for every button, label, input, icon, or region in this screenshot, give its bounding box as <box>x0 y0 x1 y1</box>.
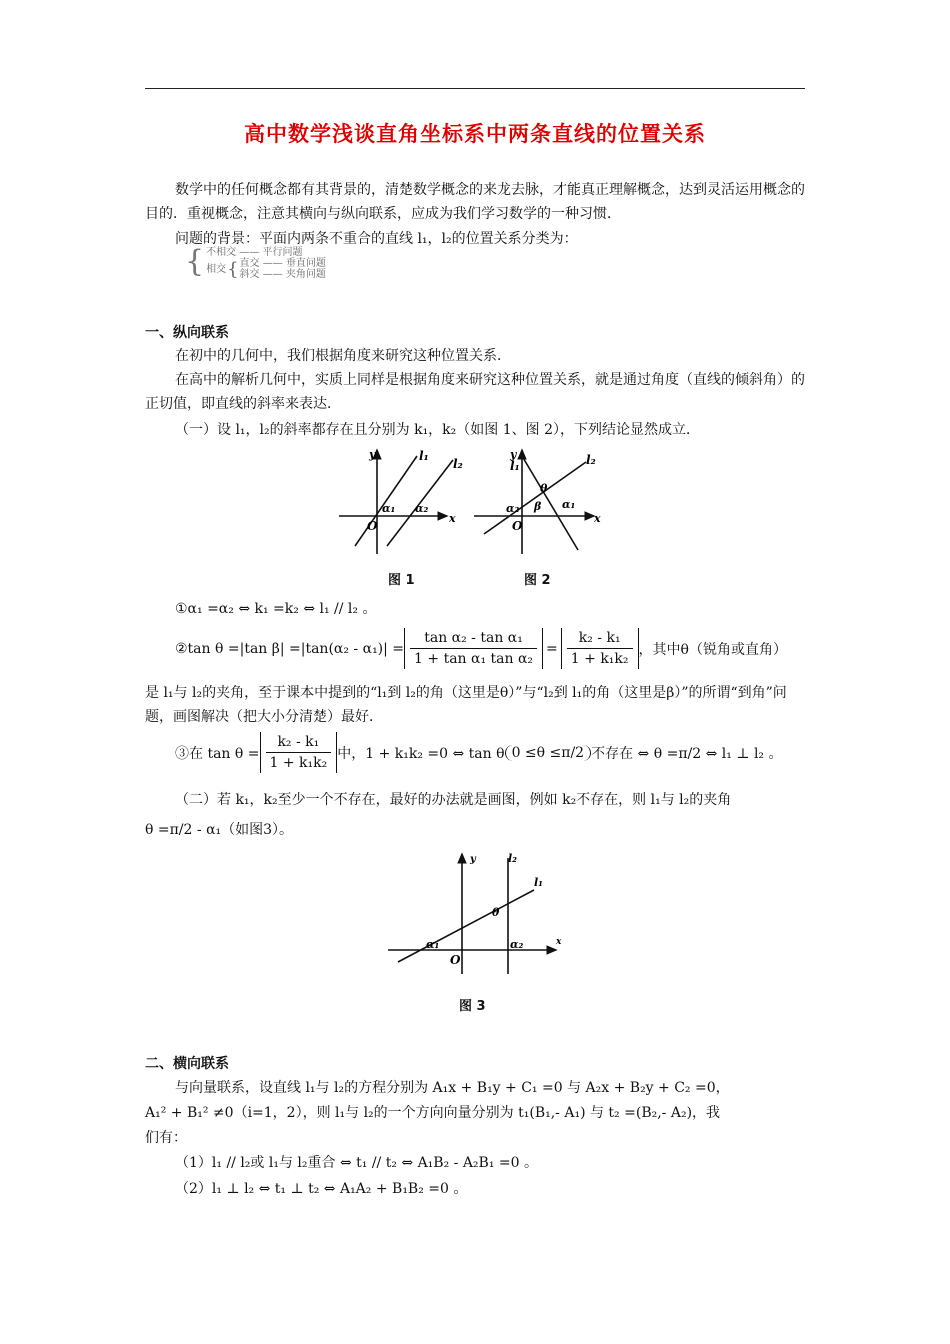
fig3-y-label: y <box>470 854 476 865</box>
fraction-3-numerator: k₂ - k₁ <box>266 732 332 753</box>
figure-2 <box>470 446 605 561</box>
intro-paragraph: 数学中的任何概念都有其背景的，清楚数学概念的来龙去脉，才能真正理解概念，达到灵活运用概念的目的．重视概念，注意其横向与纵向联系，应成为我们学习数学的一种习惯． <box>145 182 805 222</box>
classify-non-intersect: 不相交 —— 平行问题 <box>206 247 303 258</box>
fig3-alpha2-label: α₂ <box>510 938 524 951</box>
conclusion-2-continuation: 是 l₁与 l₂的夹角，至于课本中提到的“l₁到 l₂的角（这里是θ）”与“l₂到 l₁的角（这里是β）”的所谓“到角”问题，画图解决（把大小分清楚）最好． <box>145 685 787 725</box>
section2-p3: 们有： <box>145 1130 187 1146</box>
fig3-alpha1-label: α₁ <box>426 938 440 951</box>
fig3-x-label: x <box>556 937 562 947</box>
section2-p2: A₁² + B₁² ≠0（i=1，2），则 l₁与 l₂的一个方向向量分别为 t₁(B₁,- A₁) 与 t₂ =(B₂,- A₂)，我 <box>145 1105 721 1121</box>
abs-fraction-1 <box>404 628 543 669</box>
line-l1 <box>398 890 534 962</box>
conclusion-3-middle: 中，1 + k₁k₂ =0 ⇔ tan θ <box>337 745 505 762</box>
page-title: 高中数学浅谈直角坐标系中两条直线的位置关系 <box>244 122 706 146</box>
fig1-alpha2-label: α₂ <box>415 502 429 515</box>
figure-3-caption: 图 3 <box>459 999 486 1014</box>
fig2-alpha1-label: α₁ <box>562 498 576 511</box>
section1-p2: 在高中的解析几何中，实质上同样是根据角度来研究这种位置关系，就是通过角度（直线的倾斜角）的正切值，即直线的斜率来表达． <box>145 372 805 412</box>
fig1-origin-label: O <box>367 519 378 533</box>
fig2-y-label: y <box>510 448 517 461</box>
background-paragraph: 问题的背景：平面内两条不重合的直线 l₁，l₂的位置关系分类为： <box>175 231 578 247</box>
fig3-l1-label: l₁ <box>534 876 543 889</box>
fig2-l1-label: l₁ <box>510 459 520 473</box>
fraction-1-denominator: 1 + tan α₁ tan α₂ <box>414 651 534 667</box>
fig2-alpha2-label: α₂ <box>506 502 520 515</box>
fig1-l2-label: l₂ <box>453 457 463 471</box>
figure-1 <box>335 446 470 561</box>
section1-p4-formula: θ =π/2 - α₁（如图3）。 <box>145 822 294 838</box>
classify-oblique: 斜交 —— 夹角问题 <box>239 269 326 280</box>
fraction-1-numerator: tan α₂ - tan α₁ <box>410 628 537 649</box>
classify-intersect: 相交 <box>206 263 227 275</box>
abs-fraction-2 <box>561 628 639 669</box>
conclusion-2 <box>175 628 787 669</box>
conclusion-2-suffix: ，其中θ（锐角或直角） <box>638 641 787 658</box>
section2-item-1: （1）l₁ // l₂或 l₁与 l₂重合 ⇔ t₁ // t₂ ⇔ A₁B₂ - A₂B₁ =0 。 <box>175 1155 538 1171</box>
fig2-x-label: x <box>594 512 601 525</box>
section1-heading: 一、纵向联系 <box>145 325 229 341</box>
fig2-origin-label: O <box>512 519 523 533</box>
section1-p1: 在初中的几何中，我们根据角度来研究这种位置关系． <box>175 348 511 364</box>
figure-2-caption: 图 2 <box>524 573 551 588</box>
fig1-x-label: x <box>449 512 456 525</box>
conclusion-3 <box>175 732 783 773</box>
classification-diagram <box>185 244 326 280</box>
fig2-beta-label: β <box>534 500 542 513</box>
conclusion-3-suffix: 不存在 ⇔ θ =π/2 ⇔ l₁ ⊥ l₂ 。 <box>591 745 783 762</box>
top-rule <box>145 88 805 89</box>
inner-brace-icon: { <box>227 258 239 280</box>
fig1-l1-label: l₁ <box>419 449 429 463</box>
fraction-2-numerator: k₂ - k₁ <box>567 628 633 649</box>
conclusion-3-prefix: ③在 tan θ = <box>175 745 260 762</box>
conclusion-1: ①α₁ =α₂ ⇔ k₁ =k₂ ⇔ l₁ // l₂ 。 <box>175 601 377 617</box>
fraction-3-denominator: 1 + k₁k₂ <box>269 755 328 771</box>
line-l1 <box>355 456 417 546</box>
section2-heading: 二、横向联系 <box>145 1056 229 1072</box>
fig2-theta-label: θ <box>540 482 548 495</box>
figure-1-caption: 图 1 <box>388 573 415 588</box>
fig3-theta-label: θ <box>492 906 500 919</box>
section1-p3: （一）设 l₁，l₂的斜率都存在且分别为 k₁，k₂（如图 1、图 2），下列结论显然成立． <box>175 422 700 438</box>
fig1-alpha1-label: α₁ <box>382 502 396 515</box>
section1-p4: （二）若 k₁，k₂至少一个不存在，最好的办法就是画图，例如 k₂不存在，则 l₁与 l₂的夹角 <box>175 792 732 808</box>
angle-range: 0 ≤θ ≤π/2 <box>505 745 592 761</box>
section2-item-2: （2）l₁ ⊥ l₂ ⇔ t₁ ⊥ t₂ ⇔ A₁A₂ + B₁B₂ =0 。 <box>175 1181 468 1197</box>
equals-sign: = <box>546 640 558 657</box>
fraction-2-denominator: 1 + k₁k₂ <box>570 651 629 667</box>
figure-3 <box>384 850 564 978</box>
fig2-l2-label: l₂ <box>586 453 596 467</box>
fig3-origin-label: O <box>450 953 461 967</box>
left-brace-icon: { <box>185 244 205 279</box>
abs-fraction-3 <box>260 732 338 773</box>
fig1-y-label: y <box>369 448 376 461</box>
fig3-l2-label: l₂ <box>508 852 517 865</box>
classify-perpendicular: 直交 —— 垂直问题 <box>239 258 326 269</box>
conclusion-2-prefix: ②tan θ =|tan β| =|tan(α₂ - α₁)| = <box>175 640 405 657</box>
section2-p1: 与向量联系，设直线 l₁与 l₂的方程分别为 A₁x + B₁y + C₁ =0 与 A₂x + B₂y + C₂ =0， <box>175 1080 730 1096</box>
